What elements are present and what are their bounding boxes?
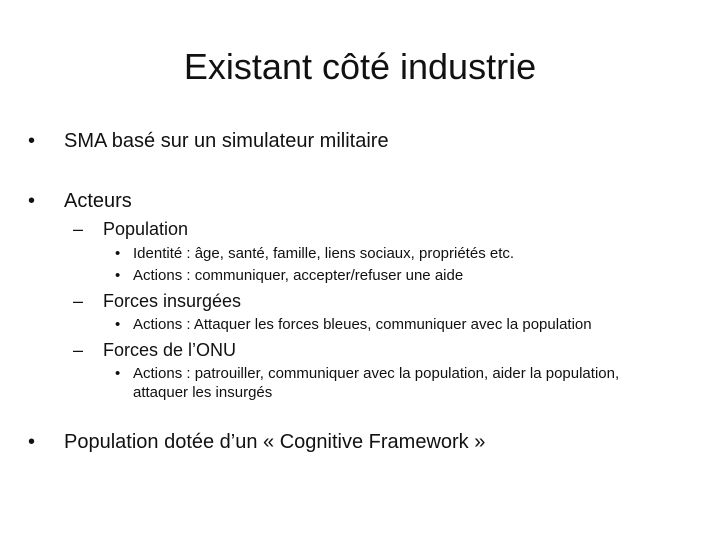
- bullet-item: [28, 430, 485, 454]
- bullet-item: [28, 129, 389, 153]
- bullet-icon: •: [28, 431, 36, 453]
- detail-item: [115, 315, 592, 334]
- slide-title: Existant côté industrie: [183, 46, 537, 87]
- bullet-item: [28, 189, 132, 213]
- subheading-text: Population: [103, 219, 189, 239]
- bullet-icon: •: [28, 190, 36, 212]
- bullet-text: SMA basé sur un simulateur militaire: [64, 130, 389, 152]
- bullet-text: Population dotée d’un « Cognitive Framework »: [64, 431, 486, 453]
- subheading-item: [73, 218, 188, 240]
- detail-text: Identité : âge, santé, famille, liens sociaux, propriétés etc.: [133, 245, 515, 262]
- bullet-icon: •: [115, 365, 121, 382]
- bullet-icon: •: [115, 245, 121, 262]
- dash-icon: –: [73, 291, 84, 311]
- bullet-icon: •: [28, 130, 36, 152]
- dash-icon: –: [73, 340, 84, 360]
- dash-icon: –: [73, 219, 84, 239]
- bullet-text: Acteurs: [64, 190, 132, 212]
- detail-item: [115, 266, 463, 285]
- subheading-text: Forces de l’ONU: [103, 340, 237, 360]
- bullet-icon: •: [115, 316, 121, 333]
- detail-text: Actions : communiquer, accepter/refuser une aide: [133, 267, 464, 284]
- detail-text: Actions : Attaquer les forces bleues, communiquer avec la population: [133, 316, 592, 333]
- bullet-icon: •: [115, 267, 121, 284]
- detail-item: [115, 244, 514, 263]
- subheading-text: Forces insurgées: [103, 291, 242, 311]
- subheading-item: [73, 290, 241, 312]
- detail-text: Actions : patrouiller, communiquer avec la population, aider la population, attaquer les insurgés: [133, 365, 620, 401]
- detail-item: [115, 364, 623, 402]
- subheading-item: [73, 339, 236, 361]
